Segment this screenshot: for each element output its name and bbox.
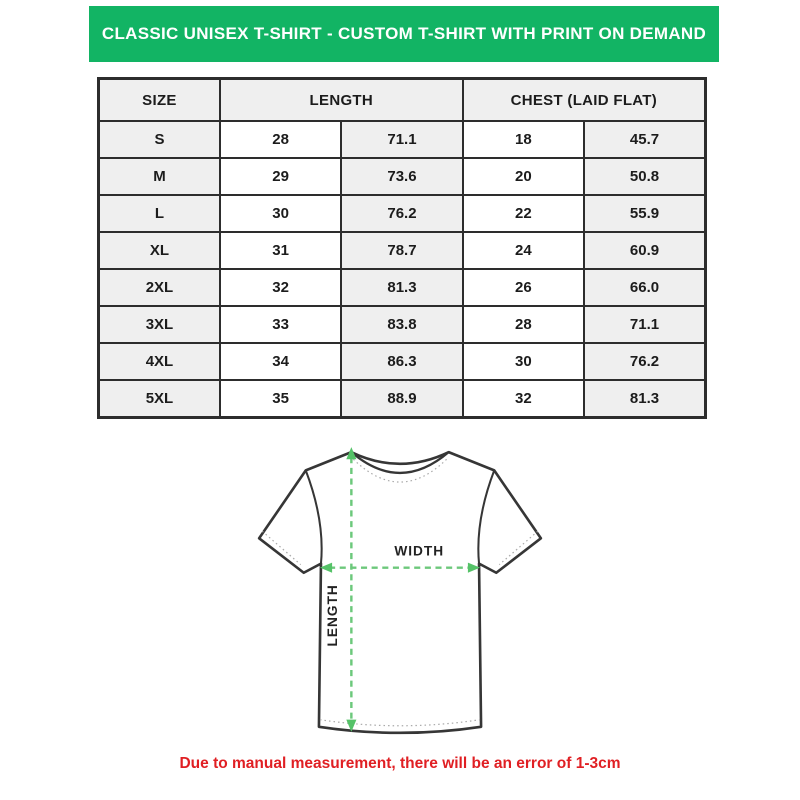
length-inches-cell: 35	[220, 380, 341, 418]
length-inches-cell: 28	[220, 121, 341, 158]
chest-cm-cell: 55.9	[584, 195, 705, 232]
length-cm-cell: 76.2	[341, 195, 462, 232]
chest-inches-cell: 30	[463, 343, 584, 380]
header-row	[99, 79, 706, 122]
tshirt-outline	[259, 452, 541, 733]
table-header	[99, 79, 706, 122]
size-label-cell: S	[99, 121, 220, 158]
chest-cm-cell: 60.9	[584, 232, 705, 269]
length-inches-cell: 33	[220, 306, 341, 343]
table-row	[99, 121, 706, 158]
width-label: WIDTH	[394, 543, 445, 559]
length-label: LENGTH	[325, 584, 341, 647]
length-cm-cell: 81.3	[341, 269, 462, 306]
size-chart-table	[97, 77, 707, 419]
table-row	[99, 306, 706, 343]
size-label-cell: L	[99, 195, 220, 232]
length-inches-cell: 30	[220, 195, 341, 232]
tshirt-diagram-svg	[248, 434, 552, 750]
size-table-body	[99, 121, 706, 418]
chest-inches-cell: 20	[463, 158, 584, 195]
table-row	[99, 232, 706, 269]
size-label-cell: 3XL	[99, 306, 220, 343]
size-label-cell: 2XL	[99, 269, 220, 306]
chest-cm-cell: 50.8	[584, 158, 705, 195]
length-cm-cell: 86.3	[341, 343, 462, 380]
size-label-cell: M	[99, 158, 220, 195]
page-title: CLASSIC UNISEX T-SHIRT - CUSTOM T-SHIRT WITH PRINT ON DEMAND	[101, 24, 707, 43]
length-cm-cell: 88.9	[341, 380, 462, 418]
length-cm-cell: 83.8	[341, 306, 462, 343]
chest-cm-cell: 71.1	[584, 306, 705, 343]
tshirt-measurement-diagram	[248, 434, 552, 750]
chest-cm-cell: 66.0	[584, 269, 705, 306]
chest-inches-cell: 32	[463, 380, 584, 418]
table-row	[99, 158, 706, 195]
chest-inches-cell: 18	[463, 121, 584, 158]
chest-cm-cell: 81.3	[584, 380, 705, 418]
length-column-header: LENGTH	[220, 79, 463, 122]
measurement-error-note: Due to manual measurement, there will be an error of 1-3cm	[179, 755, 621, 772]
table-row	[99, 380, 706, 418]
table-row	[99, 343, 706, 380]
chest-column-header: CHEST (LAID FLAT)	[463, 79, 706, 122]
chest-inches-cell: 22	[463, 195, 584, 232]
length-inches-cell: 34	[220, 343, 341, 380]
table-row	[99, 269, 706, 306]
chest-inches-cell: 24	[463, 232, 584, 269]
length-cm-cell: 78.7	[341, 232, 462, 269]
title-banner	[89, 6, 719, 62]
size-column-header: SIZE	[99, 79, 220, 122]
length-inches-cell: 31	[220, 232, 341, 269]
table-row	[99, 195, 706, 232]
length-inches-cell: 32	[220, 269, 341, 306]
size-label-cell: 4XL	[99, 343, 220, 380]
chest-cm-cell: 76.2	[584, 343, 705, 380]
length-cm-cell: 71.1	[341, 121, 462, 158]
size-label-cell: XL	[99, 232, 220, 269]
length-cm-cell: 73.6	[341, 158, 462, 195]
chest-inches-cell: 28	[463, 306, 584, 343]
chest-inches-cell: 26	[463, 269, 584, 306]
size-label-cell: 5XL	[99, 380, 220, 418]
chest-cm-cell: 45.7	[584, 121, 705, 158]
length-inches-cell: 29	[220, 158, 341, 195]
